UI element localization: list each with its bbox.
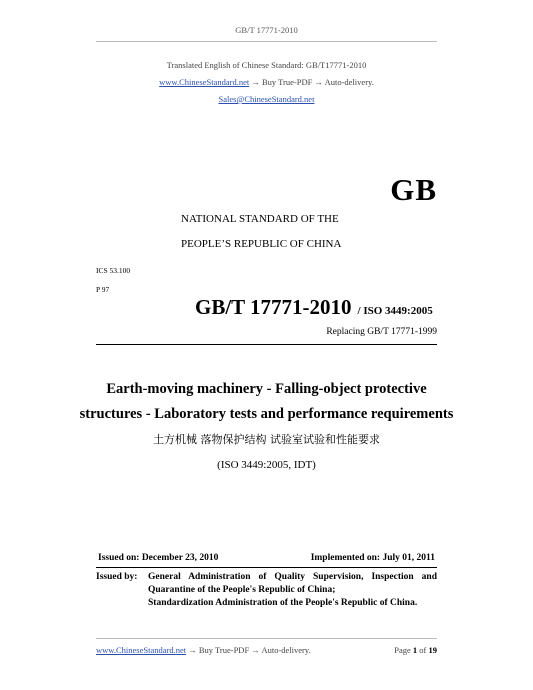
page-indicator: [394, 645, 437, 655]
date-rule: [96, 567, 437, 568]
footer-site-link[interactable]: www.ChineseStandard.net: [96, 645, 187, 655]
standard-number: [195, 295, 433, 320]
issued-by-authority-2: Standardization Administration of the People's Republic of China.: [148, 598, 418, 608]
issued-on: Issued on: December 23, 2010: [98, 553, 219, 563]
title-line-1: Earth-moving machinery - Falling-object protective: [106, 381, 427, 397]
national-standard-line1: NATIONAL STANDARD OF THE: [181, 213, 339, 225]
page-label: Page: [394, 645, 411, 655]
running-head: GB/T 17771-2010: [235, 25, 298, 35]
email-link[interactable]: Sales@ChineseStandard.net: [218, 94, 315, 104]
title-chinese: 土方机械 落物保护结构 试验室试验和性能要求: [153, 433, 380, 446]
issued-by-label: Issued by:: [96, 572, 138, 582]
footer-link-line: [96, 645, 311, 655]
implemented-on: Implemented on: July 01, 2011: [310, 553, 435, 563]
page-number: 1: [412, 645, 418, 655]
iso-equivalent: / ISO 3449:2005: [357, 305, 433, 317]
title-rule: [96, 344, 437, 345]
category-code: P 97: [96, 285, 110, 294]
of-label: of: [419, 645, 427, 655]
issued-by-block: [96, 571, 437, 610]
iso-idt: (ISO 3449:2005, IDT): [217, 459, 316, 471]
email-line: [0, 94, 533, 104]
ics-code: ICS 53.100: [96, 266, 131, 275]
footer-purchase-text: → Buy True-PDF → Auto-delivery.: [188, 645, 311, 655]
page-total: 19: [428, 645, 437, 655]
footer-divider: [96, 638, 437, 639]
purchase-line: [0, 77, 533, 87]
national-standard-line2: PEOPLE’S REPUBLIC OF CHINA: [181, 238, 342, 250]
standard-number-text: GB/T 17771-2010: [195, 295, 352, 319]
site-link[interactable]: www.ChineseStandard.net: [159, 77, 250, 87]
translation-notice: Translated English of Chinese Standard: GB/T17771-2010: [166, 60, 367, 70]
gb-logo: GB: [390, 172, 437, 207]
replacing-note: Replacing GB/T 17771-1999: [326, 327, 437, 337]
issued-by-authority-1: General Administration of Quality Supervision, Inspection and Quarantine of the People's Republic of China;: [148, 572, 437, 595]
purchase-text: → Buy True-PDF → Auto-delivery.: [251, 77, 374, 87]
header-divider: [96, 41, 437, 42]
title-line-2: structures - Laboratory tests and performance requirements: [79, 406, 454, 422]
